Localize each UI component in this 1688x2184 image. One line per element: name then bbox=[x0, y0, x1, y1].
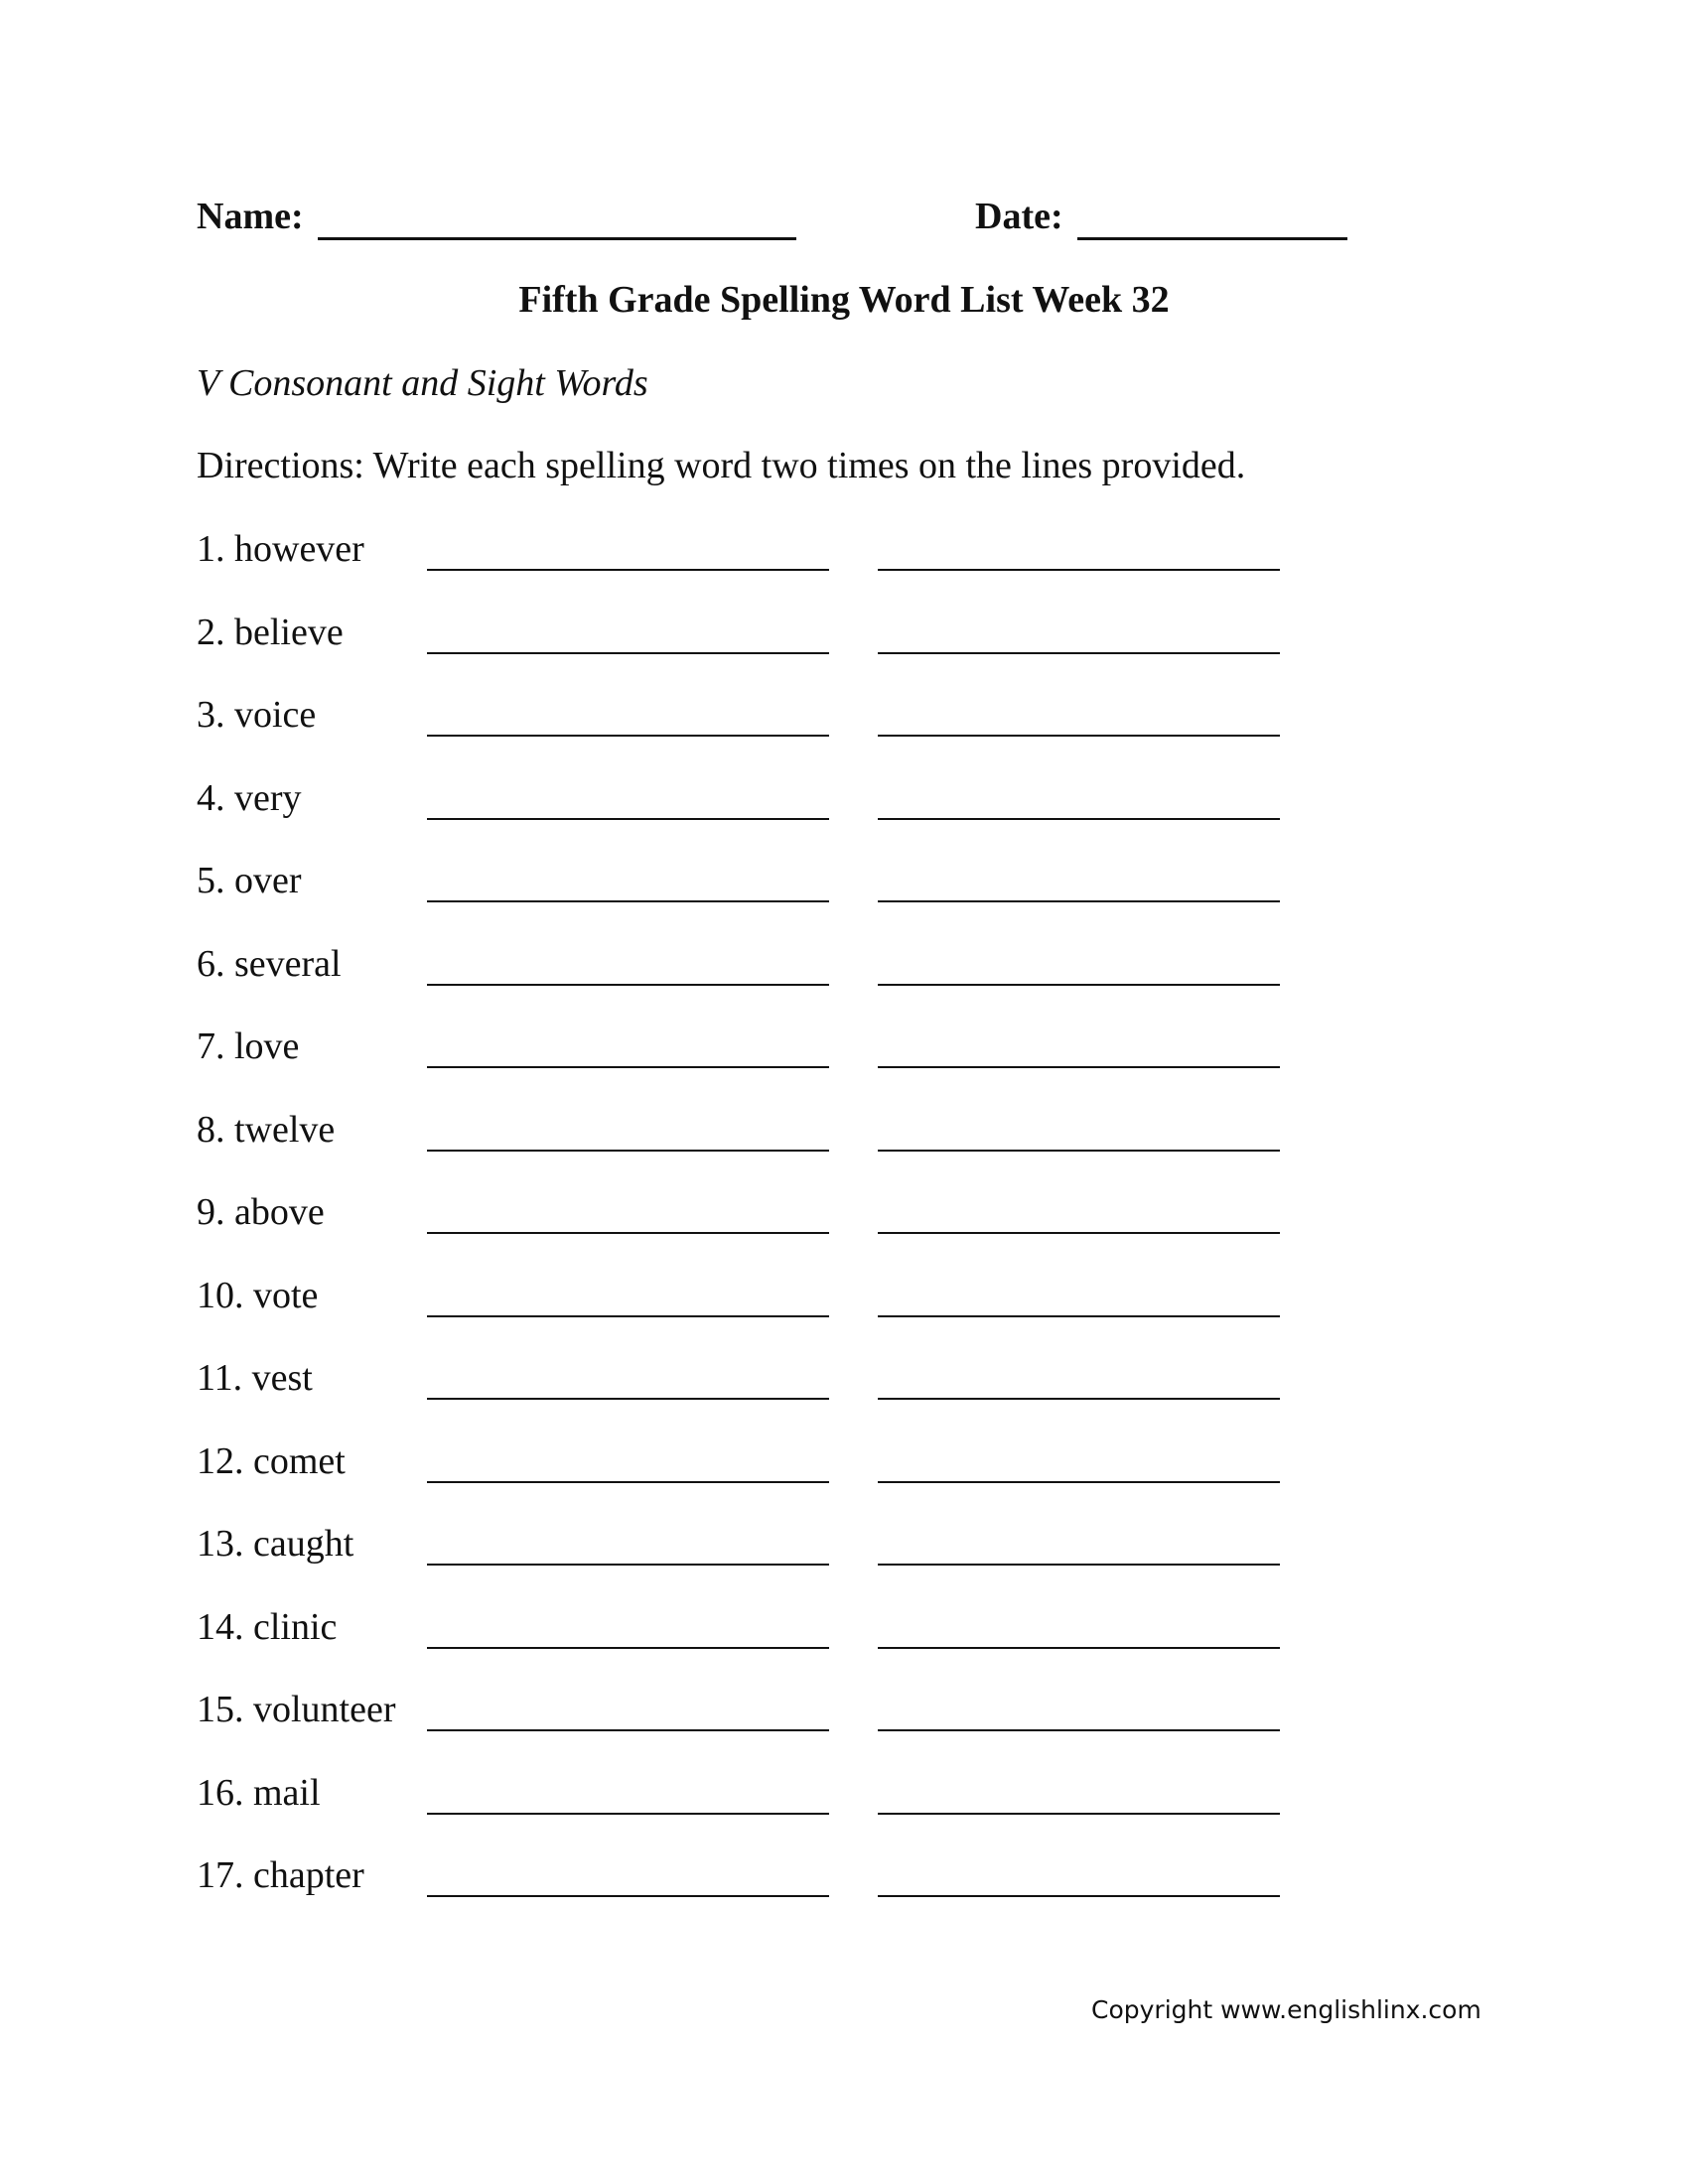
write-line-second[interactable] bbox=[878, 569, 1280, 571]
write-line-second[interactable] bbox=[878, 818, 1280, 820]
spelling-word: 15. volunteer bbox=[197, 1689, 396, 1730]
spelling-word: 11. vest bbox=[197, 1357, 313, 1399]
spelling-word: 4. very bbox=[197, 776, 302, 819]
write-line-first[interactable] bbox=[427, 652, 829, 654]
word-row bbox=[197, 1522, 1388, 1605]
spelling-word: 8. twelve bbox=[197, 1108, 336, 1151]
write-line-first[interactable] bbox=[427, 1481, 829, 1483]
write-line-second[interactable] bbox=[878, 1398, 1280, 1400]
spelling-word: 13. caught bbox=[197, 1523, 354, 1565]
write-line-second[interactable] bbox=[878, 1066, 1280, 1068]
write-line-first[interactable] bbox=[427, 900, 829, 902]
spelling-word: 2. believe bbox=[197, 611, 344, 653]
word-row bbox=[197, 1688, 1388, 1771]
write-line-first[interactable] bbox=[427, 1315, 829, 1317]
write-line-second[interactable] bbox=[878, 1232, 1280, 1234]
write-line-first[interactable] bbox=[427, 1232, 829, 1234]
spelling-word: 12. comet bbox=[197, 1439, 346, 1482]
write-line-first[interactable] bbox=[427, 1729, 829, 1731]
copyright-notice: Copyright www.englishlinx.com bbox=[1091, 1995, 1481, 2024]
header-row bbox=[197, 195, 1348, 244]
write-line-first[interactable] bbox=[427, 1895, 829, 1897]
write-line-first[interactable] bbox=[427, 984, 829, 986]
write-line-first[interactable] bbox=[427, 1813, 829, 1815]
spelling-word: 5. over bbox=[197, 860, 302, 901]
word-row bbox=[197, 1190, 1388, 1274]
name-label: Name: bbox=[197, 196, 304, 237]
write-line-second[interactable] bbox=[878, 1481, 1280, 1483]
write-line-first[interactable] bbox=[427, 1150, 829, 1152]
spelling-word: 3. voice bbox=[197, 694, 317, 736]
spelling-word: 17. chapter bbox=[197, 1854, 364, 1896]
word-row bbox=[197, 1024, 1388, 1108]
date-input-line[interactable] bbox=[1077, 237, 1347, 240]
write-line-second[interactable] bbox=[878, 1813, 1280, 1815]
write-line-second[interactable] bbox=[878, 1729, 1280, 1731]
spelling-word: 1. however bbox=[197, 528, 364, 570]
spelling-word: 7. love bbox=[197, 1025, 300, 1067]
write-line-first[interactable] bbox=[427, 1398, 829, 1400]
directions-text: Directions: Write each spelling word two times on the lines provided. bbox=[197, 445, 1246, 486]
word-row bbox=[197, 776, 1388, 860]
date-label: Date: bbox=[975, 196, 1063, 237]
write-line-second[interactable] bbox=[878, 1647, 1280, 1649]
page-title: Fifth Grade Spelling Word List Week 32 bbox=[518, 279, 1170, 321]
page-subtitle: V Consonant and Sight Words bbox=[197, 362, 648, 404]
write-line-first[interactable] bbox=[427, 1066, 829, 1068]
name-input-line[interactable] bbox=[318, 237, 796, 240]
write-line-second[interactable] bbox=[878, 735, 1280, 737]
spelling-word: 6. several bbox=[197, 942, 342, 985]
write-line-first[interactable] bbox=[427, 1647, 829, 1649]
word-row bbox=[197, 1108, 1388, 1191]
write-line-second[interactable] bbox=[878, 1895, 1280, 1897]
write-line-second[interactable] bbox=[878, 984, 1280, 986]
word-row bbox=[197, 693, 1388, 776]
word-row bbox=[197, 1853, 1388, 1937]
word-row bbox=[197, 1439, 1388, 1523]
write-line-first[interactable] bbox=[427, 735, 829, 737]
write-line-second[interactable] bbox=[878, 1564, 1280, 1566]
spelling-word: 9. above bbox=[197, 1191, 325, 1233]
spelling-word: 10. vote bbox=[197, 1274, 319, 1316]
spelling-word: 14. clinic bbox=[197, 1605, 338, 1648]
write-line-first[interactable] bbox=[427, 818, 829, 820]
write-line-second[interactable] bbox=[878, 1150, 1280, 1152]
word-list bbox=[197, 527, 1388, 1937]
spelling-word: 16. mail bbox=[197, 1771, 321, 1814]
write-line-first[interactable] bbox=[427, 569, 829, 571]
word-row bbox=[197, 1274, 1388, 1357]
write-line-second[interactable] bbox=[878, 652, 1280, 654]
word-row bbox=[197, 611, 1388, 694]
word-row bbox=[197, 1605, 1388, 1689]
write-line-second[interactable] bbox=[878, 1315, 1280, 1317]
word-row bbox=[197, 859, 1388, 942]
word-row bbox=[197, 1356, 1388, 1439]
word-row bbox=[197, 942, 1388, 1025]
word-row bbox=[197, 527, 1388, 611]
write-line-second[interactable] bbox=[878, 900, 1280, 902]
word-row bbox=[197, 1771, 1388, 1854]
write-line-first[interactable] bbox=[427, 1564, 829, 1566]
